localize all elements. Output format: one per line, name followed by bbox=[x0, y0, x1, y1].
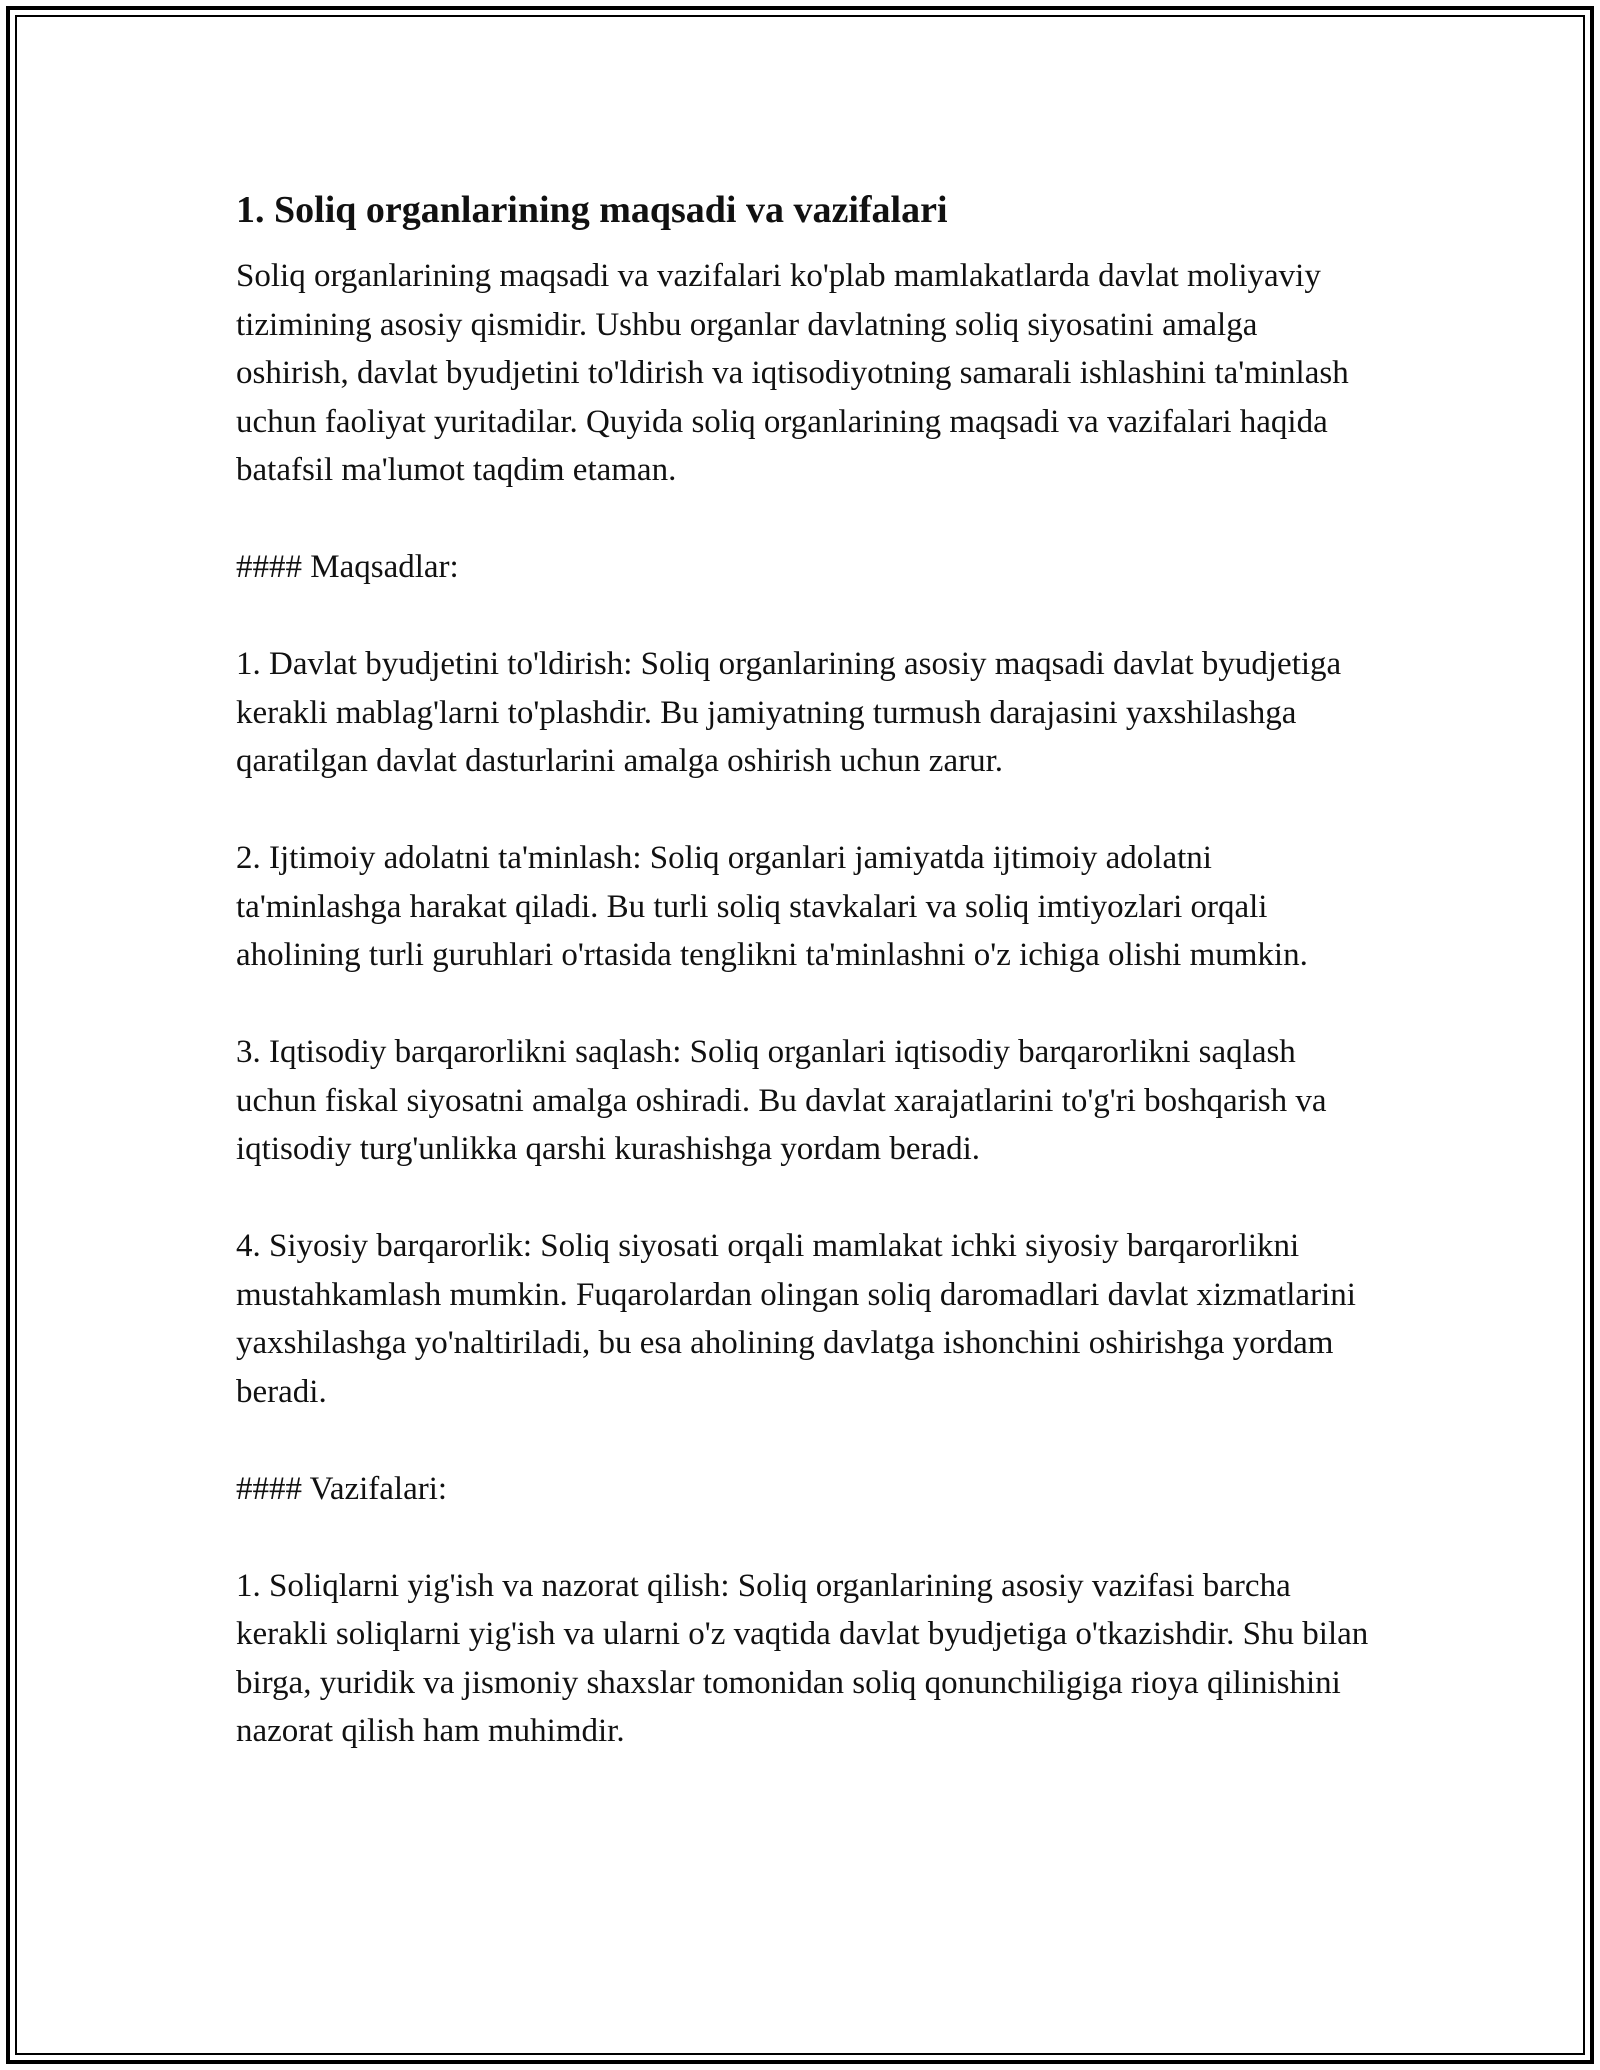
document-title: 1. Soliq organlarining maqsadi va vazifalari bbox=[236, 189, 948, 231]
goal-item-1: 1. Davlat byudjetini to'ldirish: Soliq organlarining asosiy maqsadi davlat byudjetiga kerakli mablag'larni to'plashdir. Bu jamiyatning turmush darajasini yaxshilashga qaratilgan davlat dasturlarini amalga oshirish uchun zarur. bbox=[236, 646, 1342, 779]
goal-item-4: 4. Siyosiy barqarorlik: Soliq siyosati orqali mamlakat ichki siyosiy barqarorlikni mustahkamlash mumkin. Fuqarolardan olingan soliq daromadlari davlat xizmatlarini yaxshilashga yo'naltiriladi, bu esa aholining davlatga ishonchini oshirishga yordam beradi. bbox=[236, 1228, 1356, 1410]
section-heading-maqsadlar: #### Maqsadlar: bbox=[236, 549, 459, 585]
task-item-1: 1. Soliqlarni yig'ish va nazorat qilish: Soliq organlarining asosiy vazifasi barcha kerakli soliqlarni yig'ish va ularni o'z vaqtida davlat byudjetiga o'tkazishdir. Shu bilan birga, yuridik va jismoniy shaxslar tomonidan soliq qonunchiligiga rioya qilinishini nazorat qilish ham muhimdir. bbox=[236, 1567, 1369, 1749]
goal-item-3: 3. Iqtisodiy barqarorlikni saqlash: Soliq organlari iqtisodiy barqarorlikni saqlash uchun fiskal siyosatni amalga oshiradi. Bu davlat xarajatlarini to'g'ri boshqarish va iqtisodiy turg'unlikka qarshi kurashishga yordam beradi. bbox=[236, 1034, 1327, 1167]
intro-paragraph: Soliq organlarining maqsadi va vazifalari ko'plab mamlakatlarda davlat moliyaviy tizimining asosiy qismidir. Ushbu organlar davlatning soliq siyosatini amalga oshirish, davlat byudjetini to'ldirish va iqtisodiyotning samarali ishlashini ta'minlash uchun faoliyat yuritadilar. Quyida soliq organlarining maqsadi va vazifalari haqida batafsil ma'lumot taqdim etaman. bbox=[236, 258, 1349, 488]
document-body bbox=[236, 186, 1376, 1804]
goal-item-2: 2. Ijtimoiy adolatni ta'minlash: Soliq organlari jamiyatda ijtimoiy adolatni ta'minlashga harakat qiladi. Bu turli soliq stavkalari va soliq imtiyozlari orqali aholining turli guruhlari o'rtasida tenglikni ta'minlashni o'z ichiga olishi mumkin. bbox=[236, 840, 1308, 973]
section-heading-vazifalari: #### Vazifalari: bbox=[236, 1470, 448, 1507]
